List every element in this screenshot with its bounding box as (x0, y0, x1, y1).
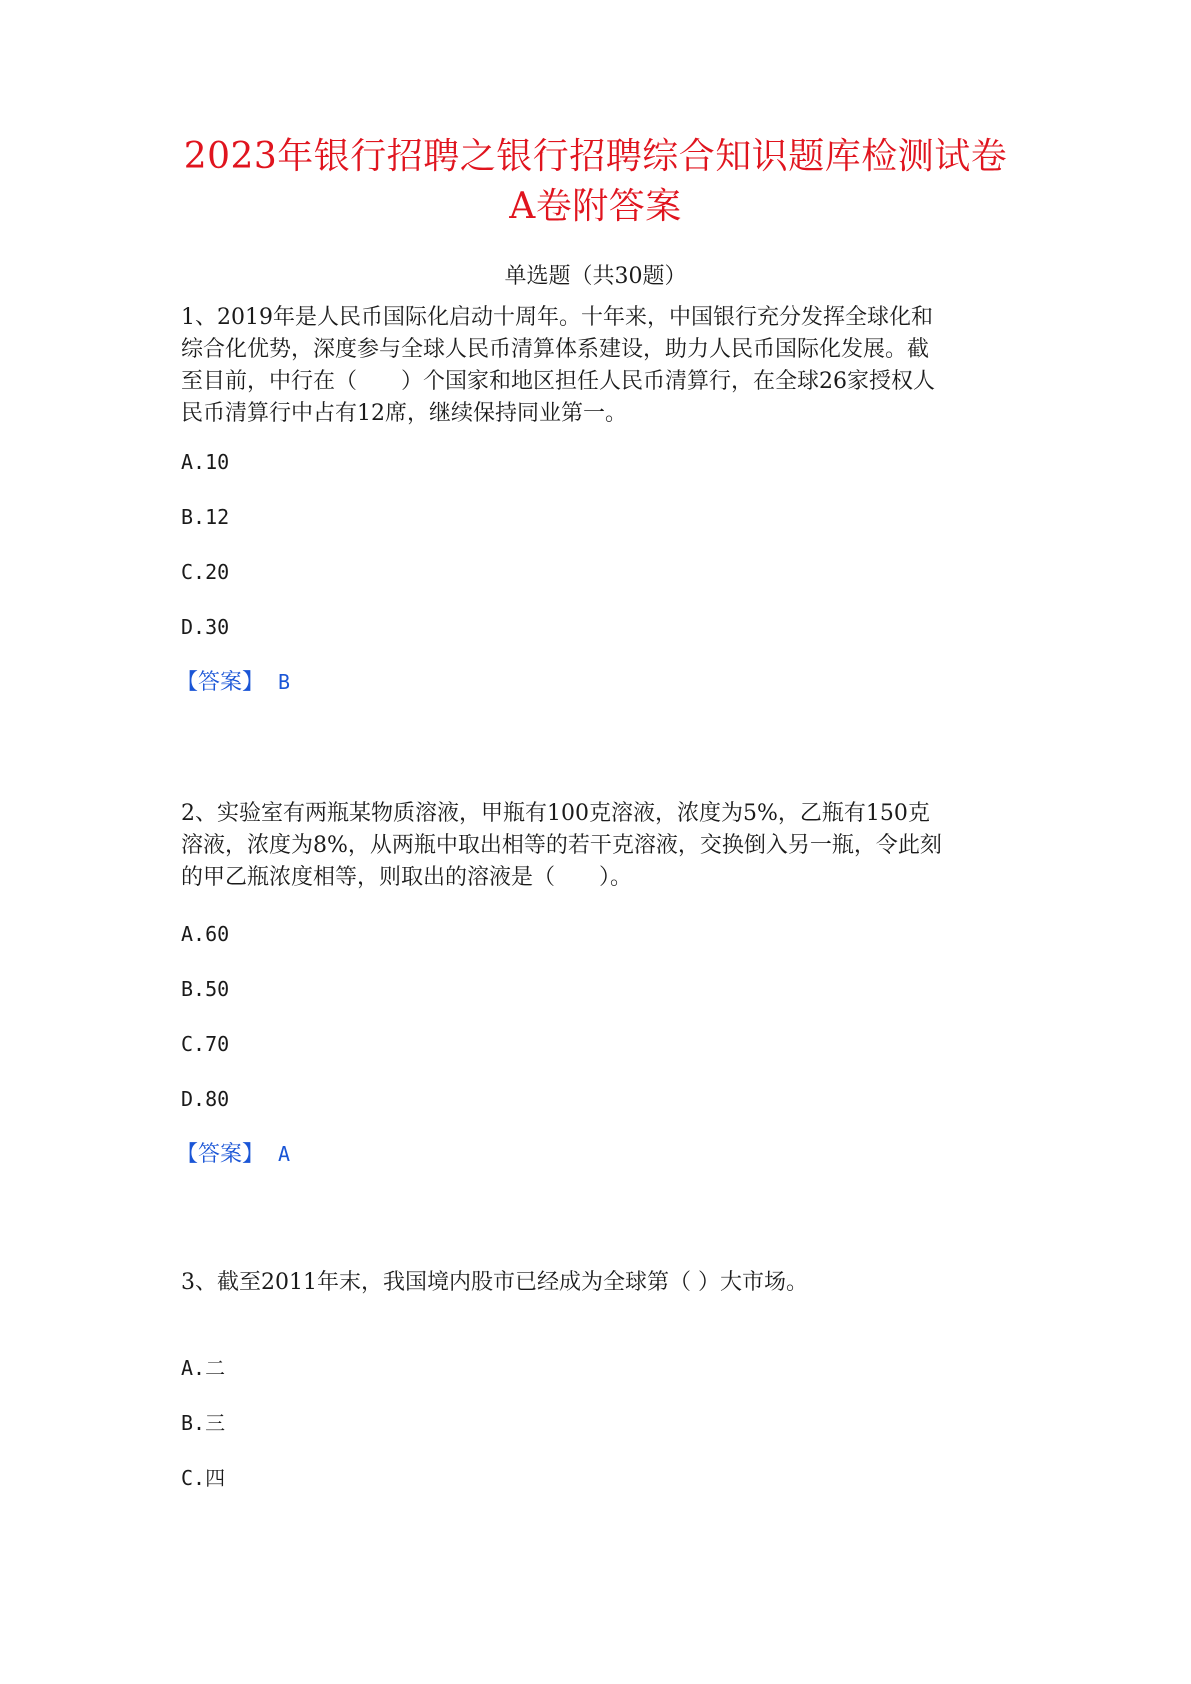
question-2-option-a: A.60 (181, 922, 230, 946)
document-title-line-2: A卷附答案 (509, 186, 682, 227)
question-3-option-b: B.三 (181, 1411, 226, 1435)
question-1-line: 至目前，中行在（ ）个国家和地区担任人民币清算行，在全球26家授权人 (181, 369, 935, 394)
question-1-option-d: D.30 (181, 615, 230, 639)
question-1-answer (176, 667, 290, 698)
question-2-option-c: C.70 (181, 1032, 230, 1056)
question-1-line: 民币清算行中占有12席，继续保持同业第一。 (181, 401, 627, 426)
question-1-line: 1、2019年是人民币国际化启动十周年。十年来，中国银行充分发挥全球化和 (181, 305, 933, 330)
question-1-text (181, 302, 1011, 430)
question-2-answer (176, 1139, 290, 1170)
question-3-option-a: A.二 (181, 1356, 226, 1380)
question-3-line: 3、截至2011年末，我国境内股市已经成为全球第（ ）大市场。 (181, 1270, 808, 1295)
question-2-line: 的甲乙瓶浓度相等，则取出的溶液是（ ）。 (181, 865, 633, 890)
section-heading: 单选题（共30题） (504, 264, 687, 289)
answer-label: 【答案】 (176, 670, 265, 695)
question-3-option-c: C.四 (181, 1466, 226, 1490)
question-3-text (181, 1267, 1011, 1299)
question-1-option-b: B.12 (181, 505, 230, 529)
question-2-option-d: D.80 (181, 1087, 230, 1111)
question-1-line: 综合化优势，深度参与全球人民币清算体系建设，助力人民币国际化发展。截 (181, 337, 930, 362)
question-2-text (181, 798, 1011, 894)
question-2-line: 溶液，浓度为8%，从两瓶中取出相等的若干克溶液，交换倒入另一瓶，令此刻 (181, 833, 942, 858)
answer-label: 【答案】 (176, 1142, 265, 1167)
answer-value: B (278, 670, 291, 694)
answer-value: A (278, 1142, 291, 1166)
question-1-option-a: A.10 (181, 450, 230, 474)
question-2-option-b: B.50 (181, 977, 230, 1001)
document-title-line-1: 2023年银行招聘之银行招聘综合知识题库检测试卷 (183, 136, 1008, 177)
question-2-line: 2、实验室有两瓶某物质溶液，甲瓶有100克溶液，浓度为5%，乙瓶有150克 (181, 801, 930, 826)
question-1-option-c: C.20 (181, 560, 230, 584)
